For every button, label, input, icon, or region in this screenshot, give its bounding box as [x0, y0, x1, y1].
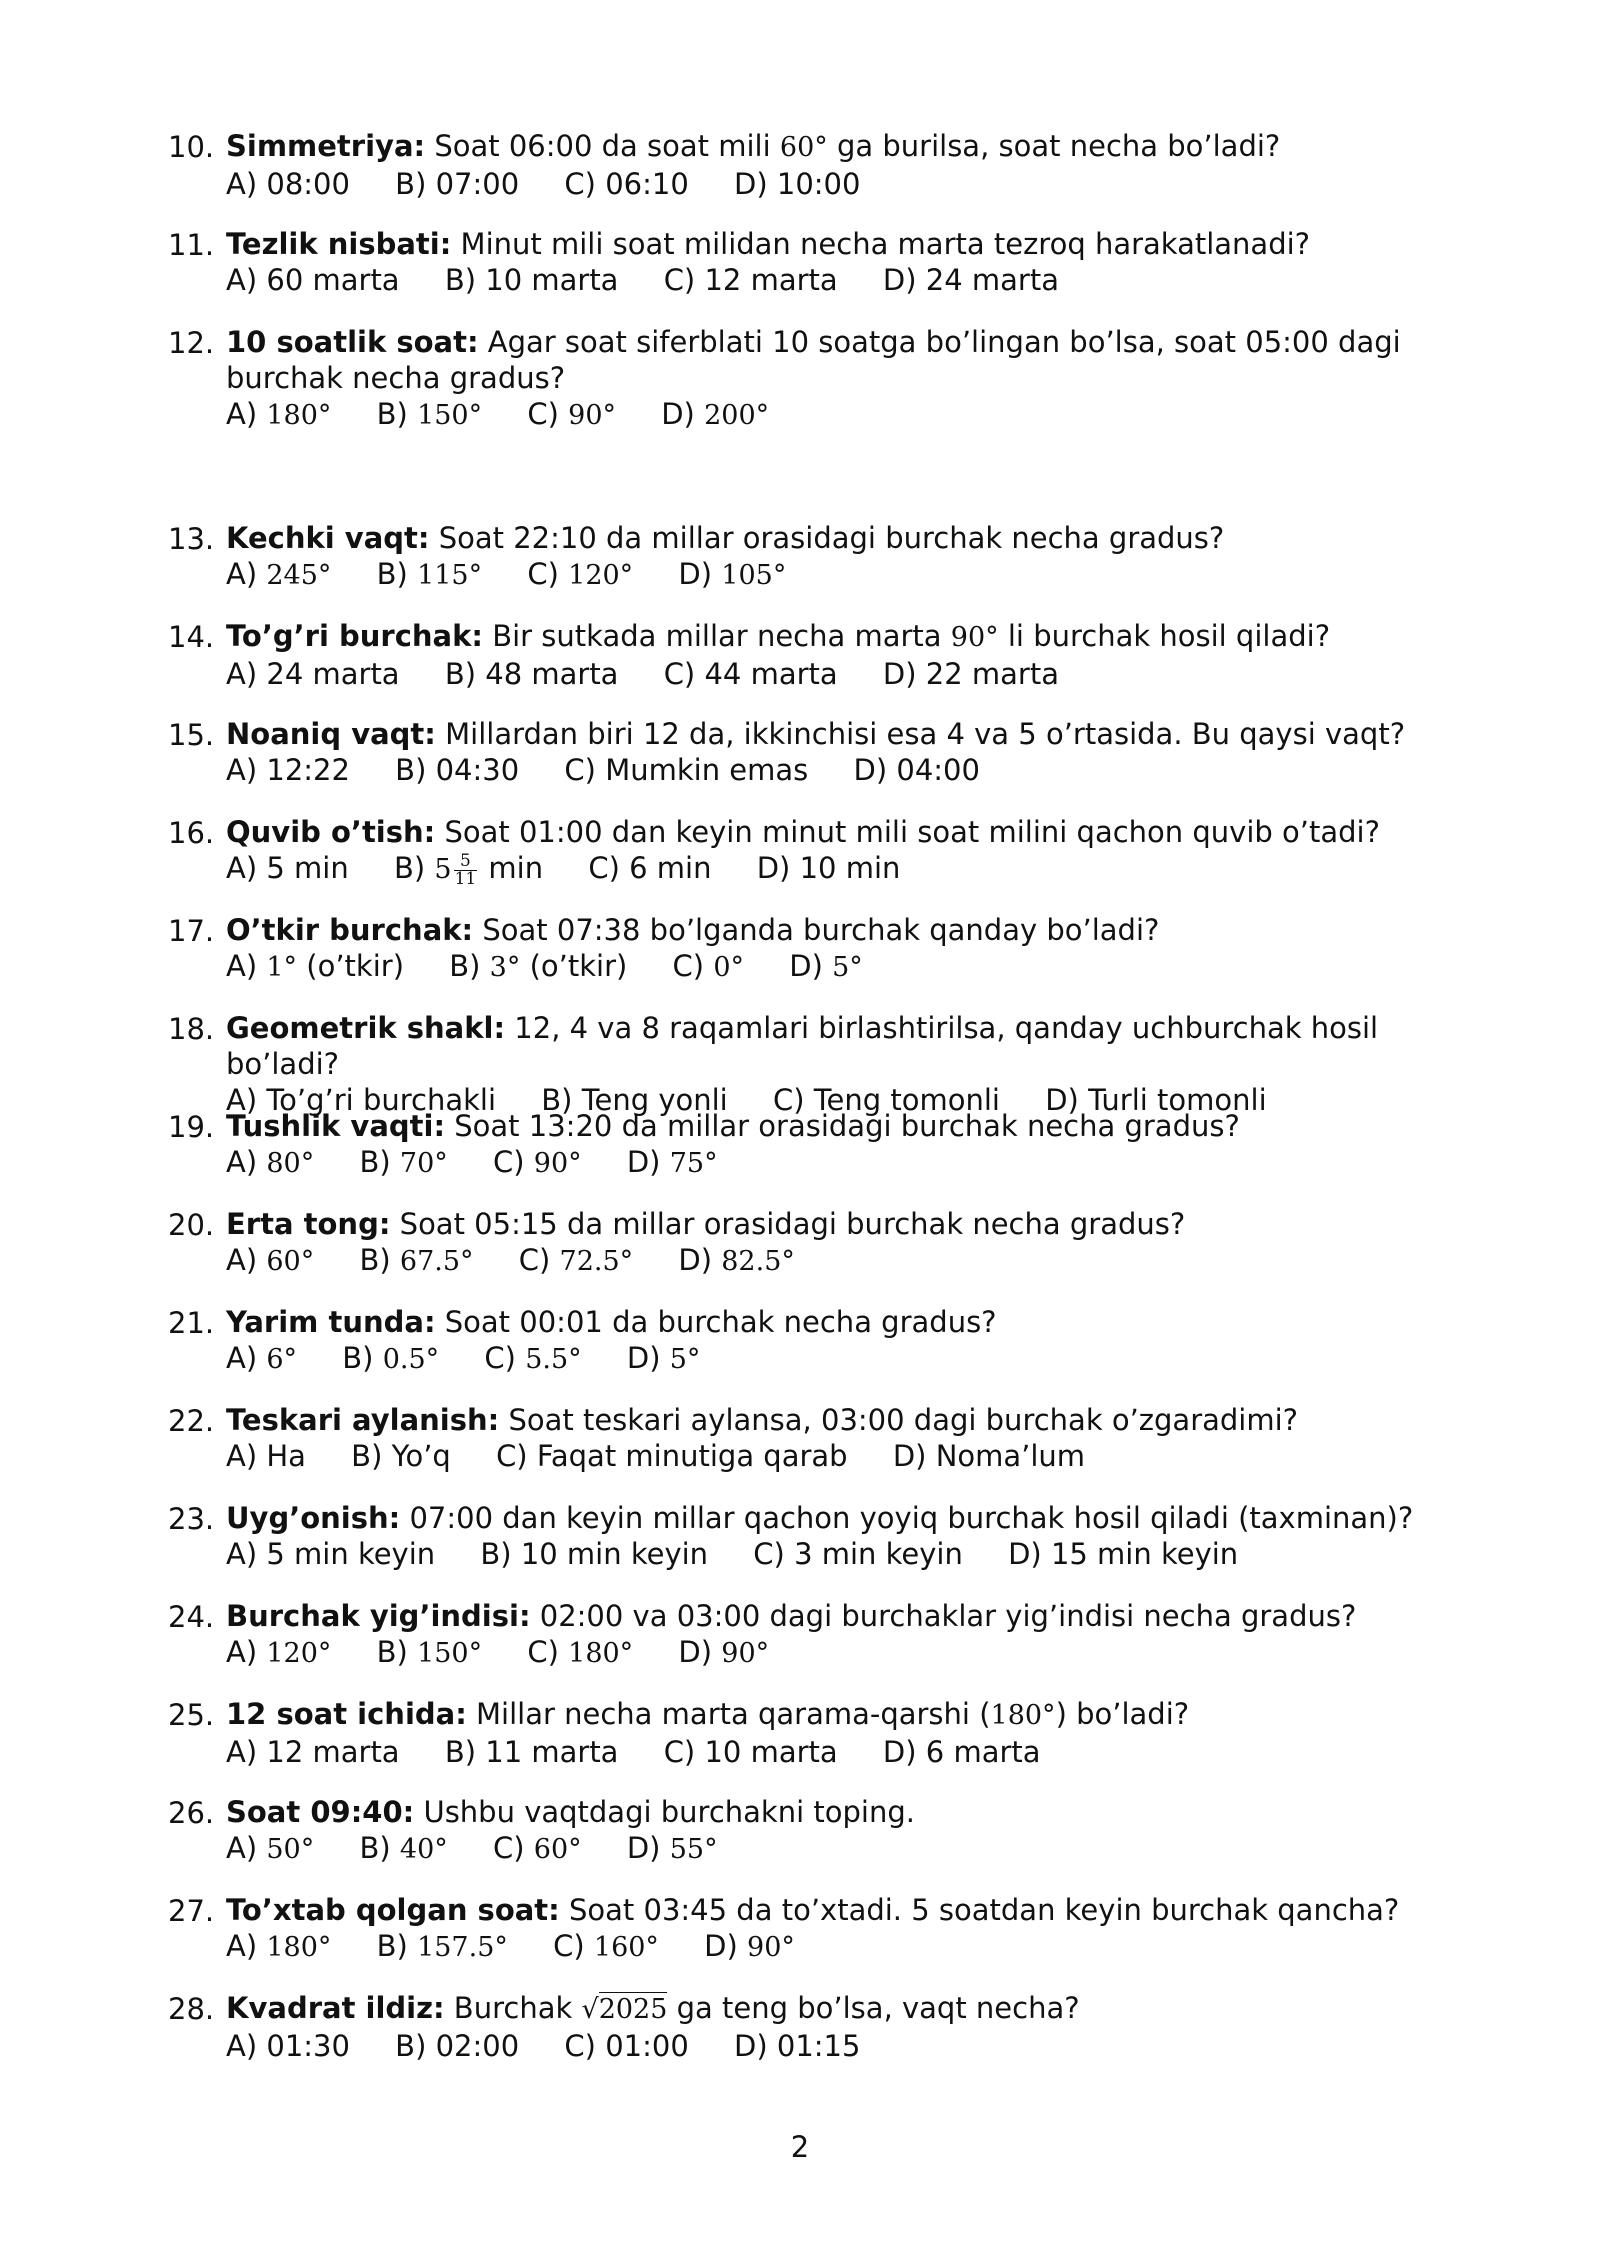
question-stem [226, 1206, 1466, 1242]
option-c: C) 06:10 [564, 167, 689, 201]
option-d: D) 75° [626, 1145, 718, 1179]
option-a: A) 60 marta [226, 263, 400, 297]
stem-text: Soat 06:00 da soat mili [425, 129, 780, 163]
option-a: A) 12:22 [226, 753, 350, 787]
question-stem [226, 1990, 1466, 2028]
option-d: D) 5° [626, 1341, 701, 1375]
option-c: C) 44 marta [663, 657, 838, 691]
answer-options [226, 1242, 1466, 1280]
option-a: A) 120° [226, 1635, 332, 1669]
stem-text: Ushbu vaqtdagi burchakni toping. [414, 1795, 915, 1829]
option-d: D) 22 marta [882, 657, 1060, 691]
stem-text: Soat 07:38 bo’lganda burchak qanday bo’ladi? [473, 913, 1160, 947]
option-b: B) 48 marta [444, 657, 619, 691]
stem-text: Soat 22:10 da millar orasidagi burchak necha gradus? [429, 521, 1225, 555]
option-d: D) Turli tomonli [1045, 1083, 1267, 1117]
answer-options [226, 1144, 1466, 1182]
option-a: A) 1° (o’tkir) [226, 949, 405, 983]
option-a: A) 80° [226, 1145, 315, 1179]
option-b: B) 04:30 [395, 753, 520, 787]
option-b: B) 70° [359, 1145, 448, 1179]
question-number: 17. [168, 914, 215, 948]
question-title: 10 soatlik soat: [226, 325, 479, 359]
answer-options [226, 1536, 1466, 1572]
question-title: Quvib o’tish: [226, 815, 436, 849]
question-title: Yarim tunda: [226, 1305, 436, 1339]
stem-text: Soat 03:45 da to’xtadi. 5 soatdan keyin burchak qancha? [559, 1893, 1400, 1927]
question-stem [226, 716, 1466, 752]
question-title: Burchak yig’indisi: [226, 1599, 531, 1633]
option-c: C) 6 min [588, 851, 712, 885]
option-c: C) 160° [553, 1929, 659, 1963]
question-title: Soat 09:40: [226, 1795, 415, 1829]
answer-options [226, 1438, 1466, 1474]
option-d: D) 105° [678, 557, 787, 591]
question-title: Tezlik nisbati: [226, 227, 452, 261]
stem-text: Soat teskari aylansa, 03:00 dagi burchak o’zgaradimi? [499, 1403, 1299, 1437]
stem-text: 02:00 va 03:00 dagi burchaklar yig’indisi necha gradus? [530, 1599, 1357, 1633]
stem-text: 12, 4 va 8 raqamlari birlashtirilsa, qanday uchburchak hosil bo’ladi? [226, 1011, 1379, 1081]
question-title: Uyg’onish: [226, 1501, 401, 1535]
option-d: D) 5° [789, 949, 863, 983]
option-a: A) 180° [226, 397, 332, 431]
option-b: B) Yo’q [351, 1439, 451, 1473]
question-number: 13. [168, 522, 215, 556]
option-a: A) 5 min [226, 851, 349, 885]
option-b: B) 157.5° [376, 1929, 508, 1963]
option-c: C) 72.5° [518, 1243, 634, 1277]
option-c: C) Teng tomonli [772, 1083, 1000, 1117]
answer-options [226, 1634, 1466, 1672]
option-b: B) 40° [359, 1831, 448, 1865]
question-title: Simmetriya: [226, 129, 426, 163]
question-stem [226, 912, 1466, 948]
answer-options [226, 262, 1466, 298]
question-number: 26. [168, 1796, 215, 1830]
page-number: 2 [790, 2130, 810, 2164]
question-title: Kechki vaqt: [226, 521, 430, 555]
question-stem [226, 128, 1466, 166]
question-number: 12. [168, 326, 215, 360]
option-c: C) 90° [527, 397, 616, 431]
question-title: Tushlik vaqti: [226, 1109, 446, 1143]
square-root: √2025 [581, 1994, 668, 2025]
option-d: D) 90° [678, 1635, 770, 1669]
question-stem [226, 324, 1466, 396]
option-d: D) Noma’lum [892, 1439, 1086, 1473]
question-number: 23. [168, 1502, 215, 1536]
option-a: A) To’g’ri burchakli [226, 1083, 497, 1117]
question-number: 18. [168, 1012, 215, 1046]
option-c: C) 90° [492, 1145, 582, 1179]
question-stem [226, 1500, 1466, 1536]
question-number: 11. [168, 228, 215, 262]
question-number: 21. [168, 1306, 215, 1340]
option-b: B) 150° [376, 397, 483, 431]
answer-options [226, 752, 1466, 788]
option-c: C) 10 marta [663, 1735, 838, 1769]
option-d: D) 200° [661, 397, 770, 431]
answer-options [226, 948, 1466, 986]
question-stem [226, 1108, 1466, 1144]
question-number: 24. [168, 1600, 215, 1634]
option-b: B) 10 marta [444, 263, 619, 297]
answer-options [226, 850, 1466, 888]
option-a: A) 60° [226, 1243, 315, 1277]
stem-math: 60° [779, 132, 828, 163]
option-a: A) 01:30 [226, 2029, 350, 2063]
option-d: D) 55° [626, 1831, 718, 1865]
stem-text: Millardan biri 12 da, ikkinchisi esa 4 va 5 o’rtasida. Bu qaysi vaqt? [435, 717, 1406, 751]
question-title: Geometrik shakl: [226, 1011, 506, 1045]
question-title: Erta tong: [226, 1207, 391, 1241]
option-b: B) 02:00 [395, 2029, 520, 2063]
stem-math: 90° [950, 622, 999, 653]
stem-text: Minut mili soat milidan necha marta tezroq harakatlanadi? [451, 227, 1311, 261]
stem-text: Bir sutkada millar necha marta [482, 619, 951, 653]
question-stem [226, 226, 1466, 262]
answer-options [226, 1340, 1466, 1378]
stem-text: Millar necha marta qarama-qarshi ( [466, 1697, 991, 1731]
option-b: B) 5 $\frac{5}{11}$ min [393, 850, 544, 889]
option-d: D) 90° [704, 1929, 795, 1963]
option-b: B) 67.5° [359, 1243, 474, 1277]
option-d: D) 82.5° [678, 1243, 795, 1277]
answer-options [226, 166, 1466, 202]
question-number: 14. [168, 620, 215, 654]
question-title: To’g’ri burchak: [226, 619, 483, 653]
option-c: C) 60° [492, 1831, 582, 1865]
stem-text: li burchak hosil qiladi? [998, 619, 1331, 653]
fraction: $\frac{5}{11}$ [454, 850, 477, 889]
question-title: 12 soat ichida: [226, 1697, 467, 1731]
option-d: D) 04:00 [853, 753, 980, 787]
option-a: A) 24 marta [226, 657, 400, 691]
stem-text: Soat 05:15 da millar orasidagi burchak necha gradus? [390, 1207, 1186, 1241]
option-a: A) 12 marta [226, 1735, 400, 1769]
option-c: C) 3 min keyin [753, 1537, 963, 1571]
option-b: B) 07:00 [395, 167, 520, 201]
stem-text: Burchak [444, 1991, 582, 2025]
option-c: C) 12 marta [663, 263, 838, 297]
stem-text: Soat 01:00 dan keyin minut mili soat milini qachon quvib o’tadi? [435, 815, 1380, 849]
question-stem [226, 1304, 1466, 1340]
option-a: A) 08:00 [226, 167, 350, 201]
question-title: Teskari aylanish: [226, 1403, 500, 1437]
option-a: A) 245° [226, 557, 332, 591]
question-stem [226, 1402, 1466, 1438]
option-a: A) Ha [226, 1439, 306, 1473]
option-b: B) 150° [376, 1635, 483, 1669]
option-c: C) 5.5° [484, 1341, 582, 1375]
option-c: C) 0° [672, 949, 745, 983]
option-b: B) Teng yonli [541, 1083, 728, 1117]
option-a: A) 50° [226, 1831, 315, 1865]
answer-options [226, 2028, 1466, 2064]
question-title: O’tkir burchak: [226, 913, 474, 947]
option-d: D) 6 marta [882, 1735, 1041, 1769]
option-b: B) 115° [376, 557, 483, 591]
option-a: A) 6° [226, 1341, 298, 1375]
stem-text: Soat 00:01 da burchak necha gradus? [435, 1305, 997, 1339]
stem-text: ga teng bo’lsa, vaqt necha? [667, 1991, 1080, 2025]
option-d: D) 15 min keyin [1008, 1537, 1239, 1571]
question-number: 20. [168, 1208, 215, 1242]
stem-math: 180° [990, 1700, 1056, 1731]
option-b: B) 11 marta [444, 1735, 619, 1769]
answer-options [226, 396, 1466, 434]
question-stem [226, 618, 1466, 656]
question-number: 27. [168, 1894, 215, 1928]
option-b: B) 10 min keyin [480, 1537, 709, 1571]
stem-text: ga burilsa, soat necha bo’ladi? [827, 129, 1281, 163]
question-number: 28. [168, 1992, 215, 2026]
question-stem [226, 814, 1466, 850]
answer-options [226, 1734, 1466, 1770]
answer-options [226, 1830, 1466, 1868]
option-d: D) 10 min [756, 851, 901, 885]
question-number: 22. [168, 1404, 215, 1438]
question-stem [226, 1010, 1466, 1082]
option-c: C) 01:00 [564, 2029, 689, 2063]
question-stem [226, 1696, 1466, 1734]
option-a: A) 5 min keyin [226, 1537, 436, 1571]
option-c: C) 180° [527, 1635, 634, 1669]
question-stem [226, 1598, 1466, 1634]
question-number: 25. [168, 1698, 215, 1732]
answer-options [226, 1928, 1466, 1966]
option-c: C) 120° [527, 557, 634, 591]
option-c: C) Mumkin emas [564, 753, 809, 787]
question-stem [226, 520, 1466, 556]
stem-text: ) bo’ladi? [1055, 1697, 1190, 1731]
question-number: 15. [168, 718, 215, 752]
question-number: 19. [168, 1110, 215, 1144]
option-c: C) Faqat minutiga qarab [496, 1439, 848, 1473]
answer-options [226, 556, 1466, 594]
answer-options [226, 656, 1466, 692]
question-title: Kvadrat ildiz: [226, 1991, 445, 2025]
option-d: D) 10:00 [734, 167, 861, 201]
stem-text: 07:00 dan keyin millar qachon yoyiq burchak hosil qiladi (taxminan)? [400, 1501, 1414, 1535]
question-title: Noaniq vaqt: [226, 717, 436, 751]
option-d: D) 24 marta [882, 263, 1060, 297]
option-a: A) 180° [226, 1929, 332, 1963]
question-number: 16. [168, 816, 215, 850]
option-d: D) 01:15 [734, 2029, 861, 2063]
question-stem [226, 1892, 1466, 1928]
question-number: 10. [168, 130, 215, 164]
stem-text: Agar soat siferblati 10 soatga bo’lingan bo’lsa, soat 05:00 dagi burchak necha gradus? [226, 325, 1401, 395]
option-b: B) 0.5° [342, 1341, 440, 1375]
stem-text: Soat 13:20 da millar orasidagi burchak necha gradus? [445, 1109, 1240, 1143]
question-title: To’xtab qolgan soat: [226, 1893, 560, 1927]
option-b: B) 3° (o’tkir) [449, 949, 628, 983]
question-stem [226, 1794, 1466, 1830]
